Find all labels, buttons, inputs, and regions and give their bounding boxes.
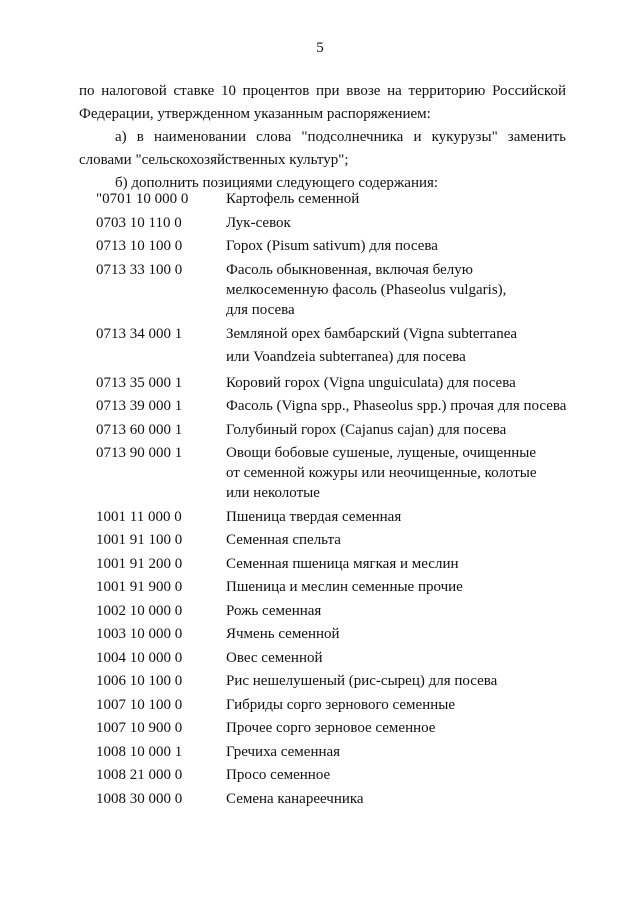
row-description: Овощи бобовые сушеные, лущеные, очищенные от семенной кожуры или неочищенные, колотые или неколотые xyxy=(226,445,537,501)
intro-line-5: б) дополнить позициями следующего содержания: xyxy=(115,175,439,191)
table-row xyxy=(96,718,586,738)
row-code: 0703 10 110 0 xyxy=(96,214,182,231)
row-description: Гречиха семенная xyxy=(226,743,341,760)
table-row xyxy=(96,765,586,785)
row-code: 1001 91 100 0 xyxy=(96,532,183,548)
intro-line-2: Федерации, утвержденном указанным распоряжением: xyxy=(79,106,431,122)
row-code: 0713 39 000 1 xyxy=(96,398,183,414)
row-description: Картофель семенной xyxy=(226,191,360,207)
row-description: Лук-севок xyxy=(226,214,291,231)
table-row xyxy=(96,648,586,668)
table-row xyxy=(96,507,586,527)
row-code: 0713 34 000 1 xyxy=(96,326,183,342)
row-code: 1008 10 000 1 xyxy=(96,743,183,760)
table-row xyxy=(96,236,586,256)
table-row xyxy=(96,420,586,440)
row-description: Пшеница твердая семенная xyxy=(226,508,402,525)
positions-table xyxy=(96,189,586,812)
row-code: 1001 91 900 0 xyxy=(96,579,183,595)
page-number: 5 xyxy=(316,40,324,56)
row-code: 0713 10 100 0 xyxy=(96,238,183,254)
row-description: Ячмень семенной xyxy=(226,626,340,642)
row-code: 0713 60 000 1 xyxy=(96,421,183,438)
intro-line-3: а) в наименовании слова "подсолнечника и кукурузы" заменить xyxy=(115,129,566,145)
table-row xyxy=(96,373,586,393)
intro-text xyxy=(79,80,566,195)
table-row xyxy=(96,742,586,762)
row-description: Коровий горох (Vigna unguiculata) для посева xyxy=(226,374,516,391)
row-description: Пшеница и меслин семенные прочие xyxy=(226,579,463,595)
table-row xyxy=(96,443,586,503)
row-code: 1001 11 000 0 xyxy=(96,508,182,525)
table-row xyxy=(96,671,586,691)
table-row xyxy=(96,189,586,209)
intro-line-1: по налоговой ставке 10 процентов при ввозе на территорию Российской xyxy=(79,83,566,99)
row-code: 0713 90 000 1 xyxy=(96,445,183,461)
row-description: Прочее сорго зерновое семенное xyxy=(226,720,436,736)
row-description: Рожь семенная xyxy=(226,602,322,619)
table-row xyxy=(96,213,586,233)
row-description: Семенная пшеница мягкая и меслин xyxy=(226,555,459,572)
row-description: Фасоль (Vigna spp., Phaseolus spp.) прочая для посева xyxy=(226,398,567,414)
row-code: 1006 10 100 0 xyxy=(96,673,183,689)
row-code: 1002 10 000 0 xyxy=(96,602,183,619)
table-row xyxy=(96,260,586,320)
table-row xyxy=(96,624,586,644)
row-description: Голубиный горох (Cajanus cajan) для посева xyxy=(226,421,507,438)
row-description: Семена канареечника xyxy=(226,790,364,807)
table-row xyxy=(96,323,586,369)
row-description: Семенная спельта xyxy=(226,532,341,548)
row-description: Просо семенное xyxy=(226,767,331,783)
row-code: 1008 30 000 0 xyxy=(96,790,183,807)
row-code: 1007 10 100 0 xyxy=(96,696,183,713)
row-description: Овес семенной xyxy=(226,649,323,666)
table-row xyxy=(96,396,586,416)
row-description: Рис нешелушеный (рис-сырец) для посева xyxy=(226,673,498,689)
row-code: 1003 10 000 0 xyxy=(96,626,183,642)
row-code: 1001 91 200 0 xyxy=(96,555,183,572)
row-code: 1007 10 900 0 xyxy=(96,720,183,736)
row-description: Земляной орех бамбарский (Vigna subterranea или Voandzeia subterranea) для посева xyxy=(226,326,518,365)
table-row xyxy=(96,601,586,621)
table-row xyxy=(96,695,586,715)
row-description: Горох (Pisum sativum) для посева xyxy=(226,238,438,254)
row-code: 1008 21 000 0 xyxy=(96,767,183,783)
row-code: 0713 33 100 0 xyxy=(96,261,183,278)
table-row xyxy=(96,530,586,550)
row-code: 1004 10 000 0 xyxy=(96,649,183,666)
row-description: Фасоль обыкновенная, включая белую мелкосеменную фасоль (Phaseolus vulgaris), для посева xyxy=(226,261,507,318)
table-row xyxy=(96,577,586,597)
table-row xyxy=(96,554,586,574)
row-code: "0701 10 000 0 xyxy=(96,191,189,207)
row-description: Гибриды сорго зернового семенные xyxy=(226,696,455,713)
table-row xyxy=(96,789,586,809)
intro-line-4: словами "сельскохозяйственных культур"; xyxy=(79,152,349,168)
row-code: 0713 35 000 1 xyxy=(96,374,183,391)
